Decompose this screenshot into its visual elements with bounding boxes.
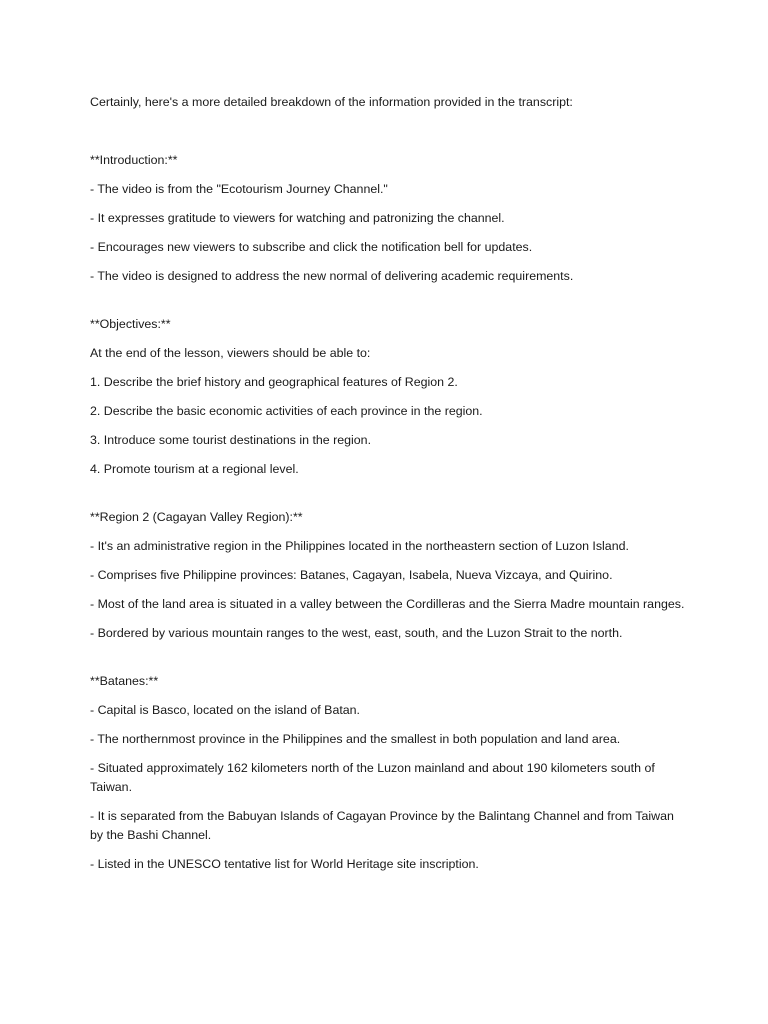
section-line: At the end of the lesson, viewers should be able to: [90, 346, 371, 360]
section-heading: **Objectives:** [90, 317, 171, 331]
section-region-2 [90, 508, 690, 643]
section-objectives [90, 315, 690, 479]
section-line: - Situated approximately 162 kilometers north of the Luzon mainland and about 190 kilometers south of Taiwan. [90, 761, 655, 794]
section-batanes [90, 672, 690, 874]
section-introduction [90, 151, 690, 286]
section-line: 4. Promote tourism at a regional level. [90, 462, 299, 476]
section-line: 3. Introduce some tourist destinations in the region. [90, 433, 372, 447]
section-line: - Bordered by various mountain ranges to the west, east, south, and the Luzon Strait to the north. [90, 626, 623, 640]
section-line: - Capital is Basco, located on the island of Batan. [90, 703, 360, 717]
section-line: - Encourages new viewers to subscribe and click the notification bell for updates. [90, 240, 533, 254]
section-heading: **Introduction:** [90, 153, 178, 167]
section-line: 2. Describe the basic economic activities of each province in the region. [90, 404, 483, 418]
section-line: - Most of the land area is situated in a valley between the Cordilleras and the Sierra Madre mountain ranges. [90, 597, 685, 611]
section-line: - The northernmost province in the Philippines and the smallest in both population and land area. [90, 732, 621, 746]
section-line: - It's an administrative region in the Philippines located in the northeastern section of Luzon Island. [90, 539, 629, 553]
section-line: - Comprises five Philippine provinces: Batanes, Cagayan, Isabela, Nueva Vizcaya, and Quirino. [90, 568, 613, 582]
section-heading: **Region 2 (Cagayan Valley Region):** [90, 510, 303, 524]
section-line: - Listed in the UNESCO tentative list for World Heritage site inscription. [90, 857, 479, 871]
section-line: 1. Describe the brief history and geographical features of Region 2. [90, 375, 458, 389]
document-body [90, 93, 690, 884]
section-line: - It expresses gratitude to viewers for watching and patronizing the channel. [90, 211, 505, 225]
section-line: - The video is from the "Ecotourism Journey Channel." [90, 182, 388, 196]
section-heading: **Batanes:** [90, 674, 159, 688]
intro-paragraph: Certainly, here's a more detailed breakdown of the information provided in the transcript: [90, 95, 573, 109]
section-line: - The video is designed to address the new normal of delivering academic requirements. [90, 269, 574, 283]
section-line: - It is separated from the Babuyan Islands of Cagayan Province by the Balintang Channel and from Taiwan by the Bashi Channel. [90, 809, 674, 842]
